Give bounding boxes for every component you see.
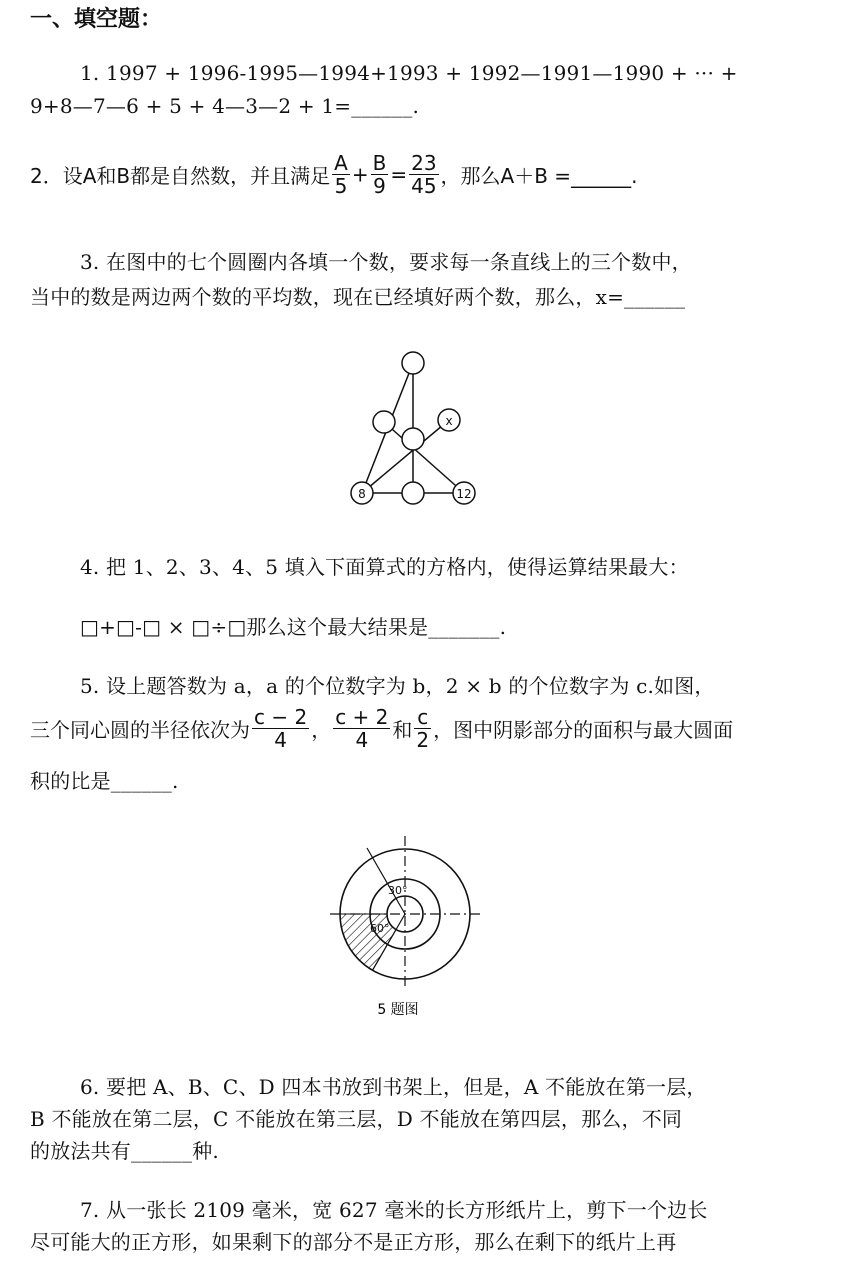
- fraction-c-plus-2-over-4: [333, 706, 390, 751]
- section-heading: 一、填空题：: [30, 7, 163, 32]
- fraction-numerator: 23: [411, 151, 437, 175]
- question-3-line-1: 3. 在图中的七个圆圈内各填一个数，要求每一条直线上的三个数中，: [80, 250, 692, 274]
- fraction-a-over-5: [332, 152, 350, 197]
- fraction-numerator: A: [334, 151, 348, 175]
- fraction-denominator: 2: [416, 728, 430, 752]
- fraction-denominator: 4: [274, 728, 287, 752]
- fraction-c-minus-2-over-4: [252, 706, 309, 751]
- fraction-numerator: c: [414, 706, 431, 729]
- ray-30-degree: [367, 848, 405, 914]
- fraction-denominator: 5: [334, 174, 348, 198]
- question-1-line-2: 9+8—7—6 + 5 + 4—3—2 + 1=______.: [30, 94, 420, 118]
- question-5-line-2: [30, 706, 733, 751]
- diagram-circle-center: [402, 428, 424, 450]
- fraction-23-over-45: [409, 152, 438, 197]
- seven-circles-diagram: [340, 345, 480, 510]
- angle-label-30: 30°: [388, 884, 408, 897]
- equals-sign: =: [390, 162, 408, 187]
- fraction-numerator: c + 2: [335, 705, 389, 729]
- and-word: 和: [392, 718, 413, 742]
- label-12: 12: [456, 487, 472, 501]
- plus-sign: +: [351, 162, 369, 187]
- fraction-numerator: B: [372, 151, 387, 175]
- question-7-line-2: 尽可能大的正方形，如果剩下的部分不是正方形，那么在剩下的纸片上再: [30, 1230, 677, 1254]
- question-4-line-1: 4. 把 1、2、3、4、5 填入下面算式的方格内，使得运算结果最大：: [80, 555, 689, 579]
- fraction-denominator: 9: [373, 174, 386, 198]
- question-5-line-1: 5. 设上题答数为 a，a 的个位数字为 b，2 × b 的个位数字为 c.如图，: [80, 674, 715, 698]
- question-5-line-3: 积的比是______.: [30, 769, 179, 793]
- figure-caption: 5 题图: [377, 1002, 419, 1018]
- question-5-line-2-suffix: ，图中阴影部分的面积与最大圆面: [433, 718, 734, 742]
- question-4-line-2: □+□-□ × □÷□那么这个最大结果是_______.: [80, 615, 507, 639]
- concentric-circles-diagram: [326, 832, 486, 1032]
- label-x: x: [445, 414, 453, 428]
- question-2-prefix: 2．设A和B都是自然数，并且满足: [30, 164, 331, 188]
- question-6-line-1: 6. 要把 A、B、C、D 四本书放到书架上，但是，A 不能放在第一层，: [80, 1075, 707, 1099]
- diagram-circle-bottom-middle: [402, 482, 424, 504]
- fraction-b-over-9: [371, 152, 389, 197]
- question-2-suffix: ，那么A＋B =______.: [440, 164, 638, 188]
- question-5-line-2-prefix: 三个同心圆的半径依次为: [30, 718, 250, 742]
- fraction-denominator: 45: [411, 174, 437, 198]
- fraction-numerator: c − 2: [254, 705, 308, 729]
- label-8: 8: [358, 487, 366, 501]
- question-2: [30, 152, 637, 197]
- question-1-line-1: 1. 1997 + 1996-1995—1994+1993 + 1992—1991—1990 + ··· +: [80, 61, 738, 85]
- diagram-circle-left-middle: [373, 411, 395, 433]
- diagram-line: [384, 422, 464, 493]
- question-6-line-2: B 不能放在第二层，C 不能放在第三层，D 不能放在第四层，那么，不同: [30, 1107, 683, 1131]
- fraction-denominator: 4: [355, 728, 369, 752]
- diagram-circle-top: [402, 352, 424, 374]
- question-3-line-2: 当中的数是两边两个数的平均数，现在已经填好两个数，那么，x=______: [30, 285, 686, 309]
- fraction-c-over-2: [414, 706, 431, 751]
- question-6-line-3: 的放法共有______种.: [30, 1139, 219, 1163]
- comma: ，: [311, 718, 332, 742]
- question-7-line-1: 7. 从一张长 2109 毫米，宽 627 毫米的长方形纸片上，剪下一个边长: [80, 1198, 708, 1222]
- angle-label-60: 60°: [370, 922, 390, 935]
